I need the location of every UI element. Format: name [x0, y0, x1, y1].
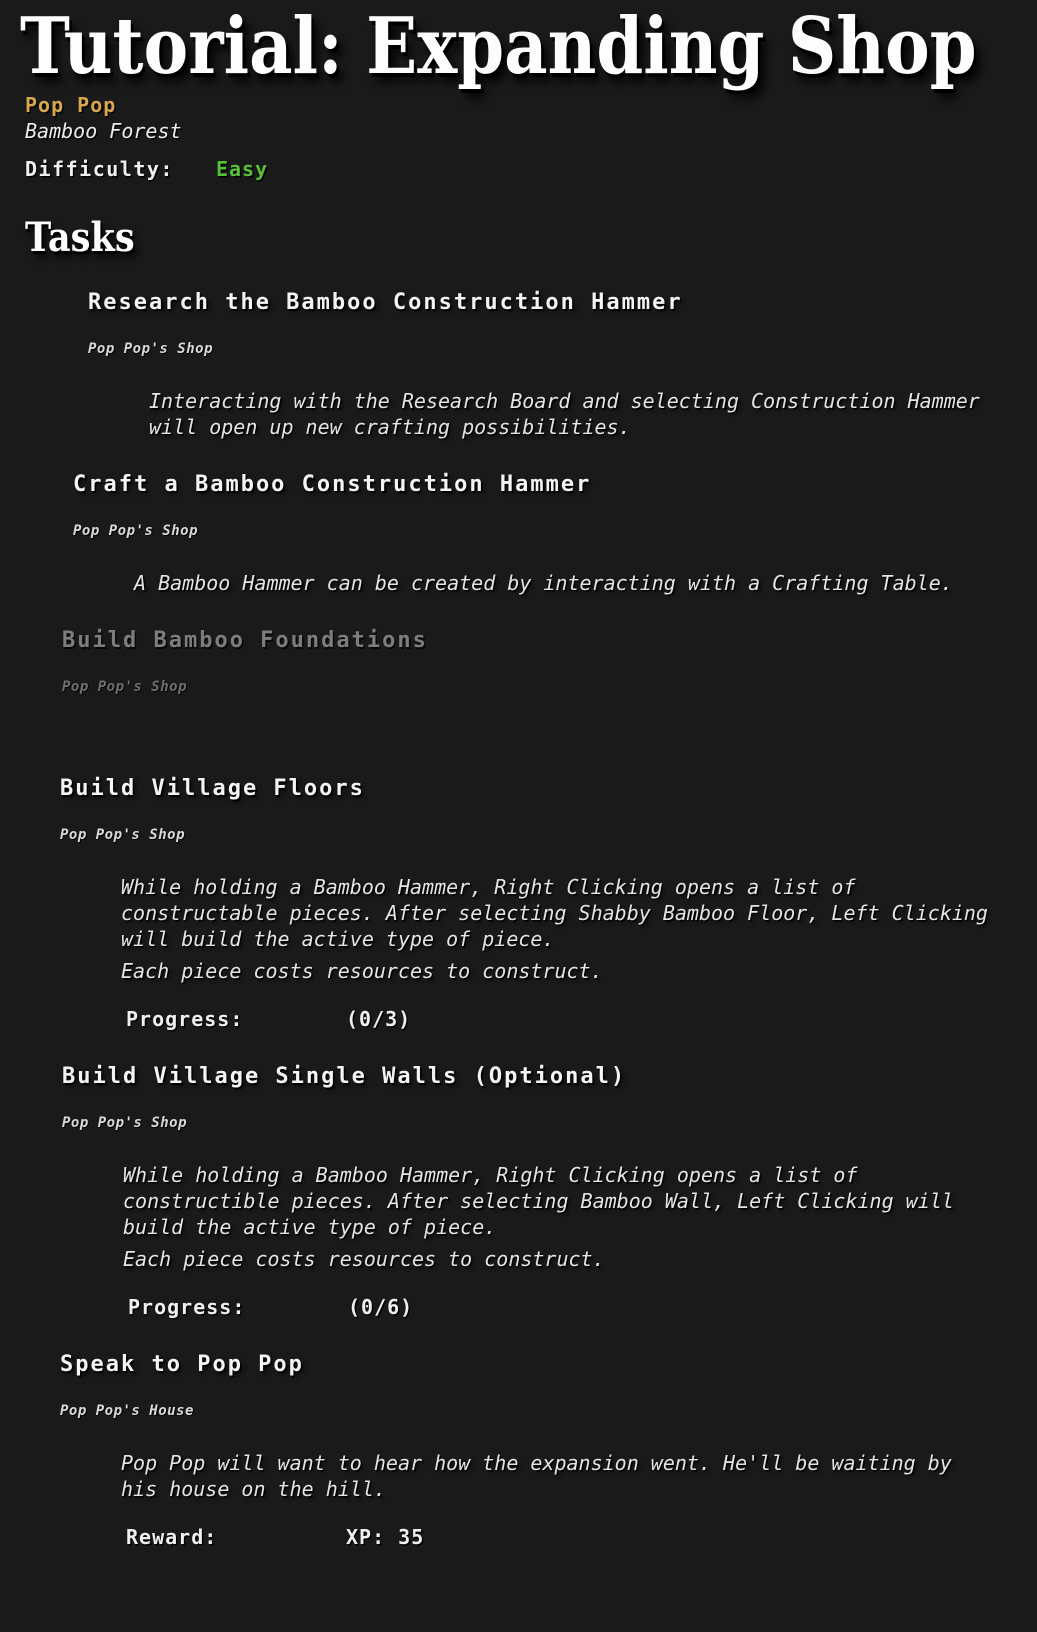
quest-region: Bamboo Forest [25, 119, 182, 143]
task-title: Speak to Pop Pop [60, 1352, 304, 1377]
task-description-paragraph: Pop Pop will want to hear how the expansion went. He'll be waiting by his house on the hill. [121, 1451, 952, 1501]
tasks-heading [25, 214, 1037, 261]
task-description-paragraph: While holding a Bamboo Hammer, Right Clicking opens a list of constructible pieces. After selecting Bamboo Wall, Left Clicking will build the active type of piece. [123, 1163, 954, 1239]
task-item [0, 1064, 1037, 1320]
difficulty-value: Easy [215, 157, 269, 181]
task-location: Pop Pop's Shop [62, 679, 188, 695]
progress-row [128, 1294, 1037, 1320]
task-description [134, 570, 1037, 596]
progress-value: (0/6) [348, 1295, 414, 1319]
task-title: Research the Bamboo Construction Hammer [88, 290, 683, 315]
quest-giver: Pop Pop [25, 93, 117, 117]
task-location: Pop Pop's Shop [60, 827, 186, 843]
difficulty-label: Difficulty: [25, 157, 174, 181]
task-location: Pop Pop's Shop [88, 341, 214, 357]
task-description [149, 388, 1037, 440]
task-description [121, 1450, 1037, 1502]
task-description-paragraph: Each piece costs resources to construct. [123, 1247, 605, 1271]
task-title: Build Village Floors [60, 776, 365, 801]
task-item [0, 776, 1037, 1032]
task-item [0, 472, 1037, 596]
progress-label: Progress: [128, 1295, 246, 1319]
reward-value: XP: 35 [346, 1525, 425, 1549]
progress-value: (0/3) [346, 1007, 412, 1031]
task-title: Build Bamboo Foundations [62, 628, 428, 653]
task-title: Craft a Bamboo Construction Hammer [73, 472, 592, 497]
task-description-paragraph: Interacting with the Research Board and selecting Construction Hammer will open up new crafting possibilities. [149, 389, 980, 439]
task-description [121, 874, 1037, 984]
difficulty-row [25, 156, 1037, 182]
task-description-paragraph: A Bamboo Hammer can be created by interacting with a Crafting Table. [134, 571, 953, 595]
task-description [123, 1162, 1037, 1272]
task-item [0, 290, 1037, 440]
task-description-paragraph: While holding a Bamboo Hammer, Right Clicking opens a list of constructable pieces. After selecting Shabby Bamboo Floor, Left Clicking will build the active type of piece. [121, 875, 988, 951]
task-location: Pop Pop's Shop [62, 1115, 188, 1131]
reward-row [126, 1524, 1037, 1550]
task-item-locked [0, 628, 1037, 696]
page-title-text: Tutorial: Expanding Shop [20, 1, 977, 92]
tasks-heading-text: Tasks [25, 214, 135, 261]
reward-label: Reward: [126, 1525, 218, 1549]
task-title: Build Village Single Walls (Optional) [62, 1064, 627, 1089]
progress-label: Progress: [126, 1007, 244, 1031]
task-item [0, 1352, 1037, 1550]
page-title [20, 1, 1037, 92]
task-location: Pop Pop's House [60, 1403, 194, 1419]
task-location: Pop Pop's Shop [73, 523, 199, 539]
progress-row [126, 1006, 1037, 1032]
task-description-paragraph: Each piece costs resources to construct. [121, 959, 603, 983]
